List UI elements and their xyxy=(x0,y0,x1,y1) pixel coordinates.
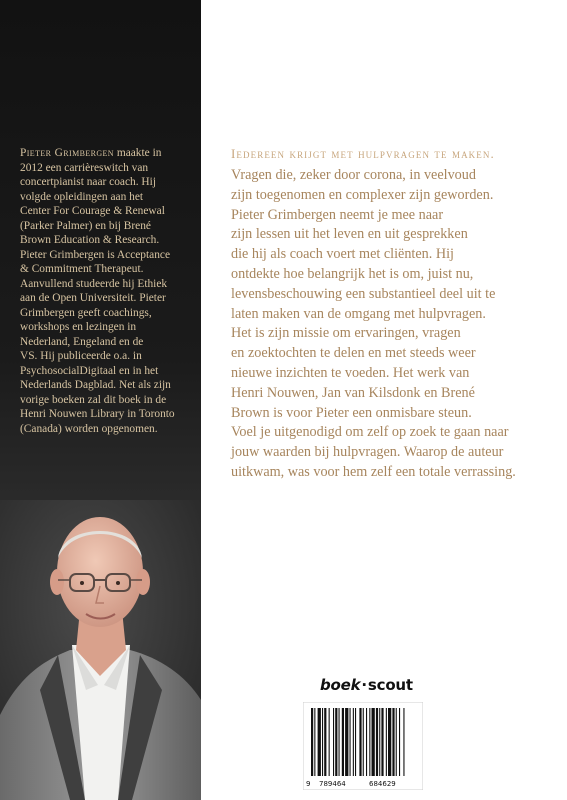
isbn-barcode xyxy=(303,702,423,790)
barcode-digit-first: 9 xyxy=(306,780,311,788)
barcode-bar xyxy=(392,708,394,776)
barcode-bar xyxy=(311,708,313,776)
barcode-bar xyxy=(359,708,361,776)
publisher-logo xyxy=(320,676,413,694)
barcode-bar xyxy=(372,708,375,776)
author-bio xyxy=(20,146,192,436)
barcode-bar xyxy=(314,708,315,776)
publisher-logo-part2: scout xyxy=(367,676,413,694)
barcode-bar xyxy=(342,708,344,776)
barcode-bar xyxy=(335,708,337,776)
barcode-digits-left: 789464 xyxy=(319,780,346,788)
barcode-digits-right: 684629 xyxy=(369,780,396,788)
barcode-bar xyxy=(379,708,380,776)
barcode-bar xyxy=(339,708,340,776)
author-name: Pieter Grimbergen xyxy=(20,147,114,159)
author-bio-text: maakte in 2012 een carrièreswitch van concertpianist naar coach. Hij volgde opleidingen aan het Center For Courage & Renewal (Parker Palmer) en bij Brené Brown Education & Research. Pieter Grimbergen is Acceptance & Commitment Therapeut. Aanvullend studeerde hij Ethiek aan de Open Universiteit. Pieter Grimbergen geeft coachings, workshops en lezingen in Nederland, Engeland en de VS. Hij publiceerde o.a. in PsychosocialDigitaal en in het Nederlands Dagblad. Net als zijn vorige boeken zal dit boek in de Henri Nouwen Library in Toronto (Canada) worden opgenomen. xyxy=(20,147,175,435)
blurb-text: Vragen die, zeker door corona, in veelvoud zijn toegenomen en complexer zijn geworden. Pieter Grimbergen neemt je mee naar zijn lessen uit het leven en uit gesprekken die hij als coach voert met cliënten. Hij ontdekte hoe belangrijk het is om, juist nu, levensbeschouwing een substantieel deel uit te laten maken van de omgang met hulpvragen. Het is zijn missie om ervaringen, vragen en zoektochten te delen en met steeds weer nieuwe inzichten te voeden. Het werk van Henri Nouwen, Jan van Kilsdonk en Brené Brown is voor Pieter een onmisbare steun. Voel je uitgenodigd om zelf op zoek te gaan naar jouw waarden bij hulpvragen. Waarop de auteur uitkwam, was voor hem zelf een totale verrassing. xyxy=(231,167,516,480)
barcode-bar xyxy=(399,708,400,776)
back-cover-left-panel xyxy=(0,0,201,800)
barcode-bar xyxy=(329,708,330,776)
barcode-bar xyxy=(345,708,348,776)
barcode-bar xyxy=(355,708,356,776)
barcode-bar xyxy=(403,708,404,776)
author-photo xyxy=(0,500,201,800)
barcode-bar xyxy=(318,708,321,776)
publisher-logo-dot: · xyxy=(361,676,367,694)
barcode-bar xyxy=(376,708,378,776)
barcode-bar xyxy=(381,708,383,776)
barcode-bar xyxy=(363,708,364,776)
barcode-bar xyxy=(324,708,326,776)
barcode-bar xyxy=(386,708,387,776)
barcode-bar xyxy=(369,708,370,776)
barcode-bar xyxy=(366,708,367,776)
publisher-logo-part1: boek xyxy=(320,676,361,694)
back-cover-right-panel xyxy=(201,0,567,800)
barcode-bar xyxy=(322,708,323,776)
barcode-bar xyxy=(353,708,354,776)
barcode-bar xyxy=(388,708,391,776)
barcode-bar xyxy=(396,708,397,776)
barcode-bar xyxy=(350,708,351,776)
blurb-heading: Iedereen krijgt met hulpvragen te maken. xyxy=(231,146,495,161)
barcode-bar xyxy=(333,708,334,776)
